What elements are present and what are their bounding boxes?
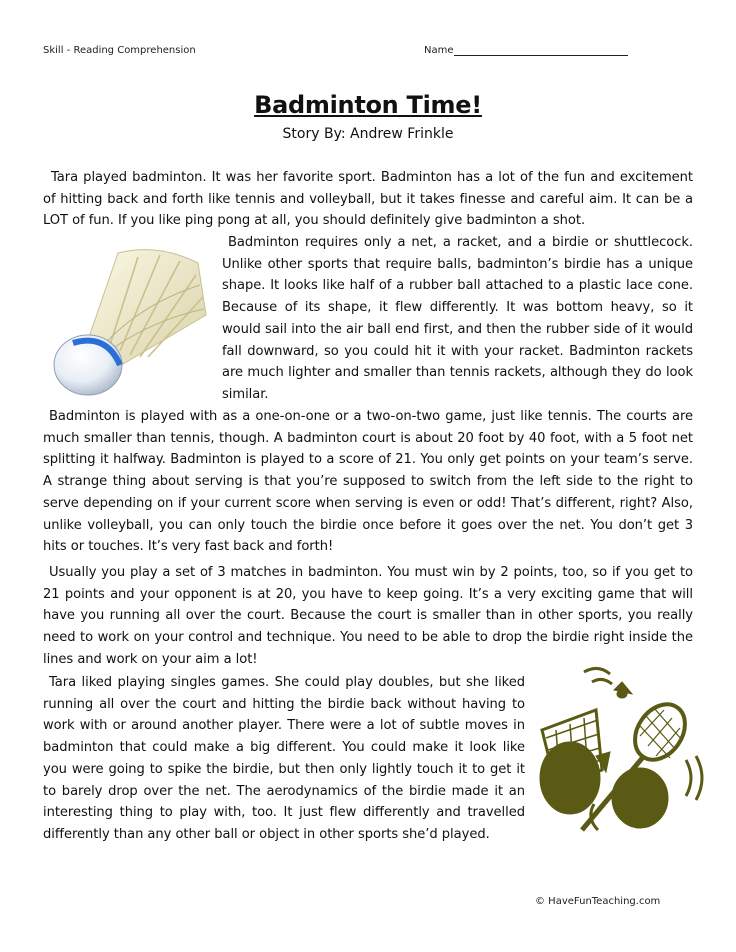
paragraph-3: Badminton is played with as a one-on-one or a two-on-two game, just like tennis. The courts are much smaller than tennis, though. A badminton court is about 20 foot by 40 foot, with a 5 foot net splitting it halfway. Badminton is played to a score of 21. You only get points on your team’s serve. A strange thing about serving is that you’re supposed to switch from the left side to the right to serve depending on if your current score when serving is even or odd! That’s different, right? Also, unlike volleyball, you can only touch the birdie once before it goes over the net. You don’t get 3 hits or touches. It’s very fast back and forth! xyxy=(43,409,693,555)
badminton-sport-icon xyxy=(536,660,708,838)
paragraph-1: Tara played badminton. It was her favorite sport. Badminton has a lot of the fun and excitement of hitting back and forth like tennis and volleyball, but it takes finesse and careful aim. It can be a LOT of fun. If you like ping pong at all, you should definitely give badminton a shot. xyxy=(43,170,693,229)
shuttlecock-image xyxy=(48,245,208,397)
name-label: Name xyxy=(424,45,454,56)
copyright-footer: © HaveFunTeaching.com xyxy=(535,896,661,907)
story-title: Badminton Time! xyxy=(254,91,482,119)
paragraph-2: Badminton requires only a net, a racket, and a birdie or shuttlecock. Unlike other sports that require balls, badminton’s birdie has a unique shape. It looks like half of a rubber ball attached to a plastic lace cone. Because of its shape, it flew differently. It was bottom heavy, so it would sail into the air ball end first, and then the rubber side of it would fall downward, so you could hit it with your racket. Badminton rackets are much lighter and smaller than tennis rackets, although they do look similar. xyxy=(222,235,693,402)
skill-label: Skill - Reading Comprehension xyxy=(43,45,196,56)
story-byline: Story By: Andrew Frinkle xyxy=(282,126,454,142)
paragraph-5: Tara liked playing singles games. She could play doubles, but she liked running all over the court and hitting the birdie back without having to work with or around another player. There were a lot of subtle moves in badminton that could make a big different. You could make it look like you were going to spike the birdie, but then only lightly touch it to get it to barely drop over the net. The aerodynamics of the birdie made it an interesting thing to play with, too. It just flew differently and travelled differently than any other ball or object in other sports she’d played. xyxy=(43,675,525,842)
name-blank-line xyxy=(454,45,628,56)
paragraph-4: Usually you play a set of 3 matches in badminton. You must win by 2 points, too, so if you get to 21 points and your opponent is at 20, you have to keep going. It’s a very exciting game that will have you running all over the court. Because the court is smaller than in other sports, you really need to work on your control and technique. You need to be able to drop the birdie right inside the lines and work on your aim a lot! xyxy=(43,565,693,667)
name-field xyxy=(424,45,628,56)
